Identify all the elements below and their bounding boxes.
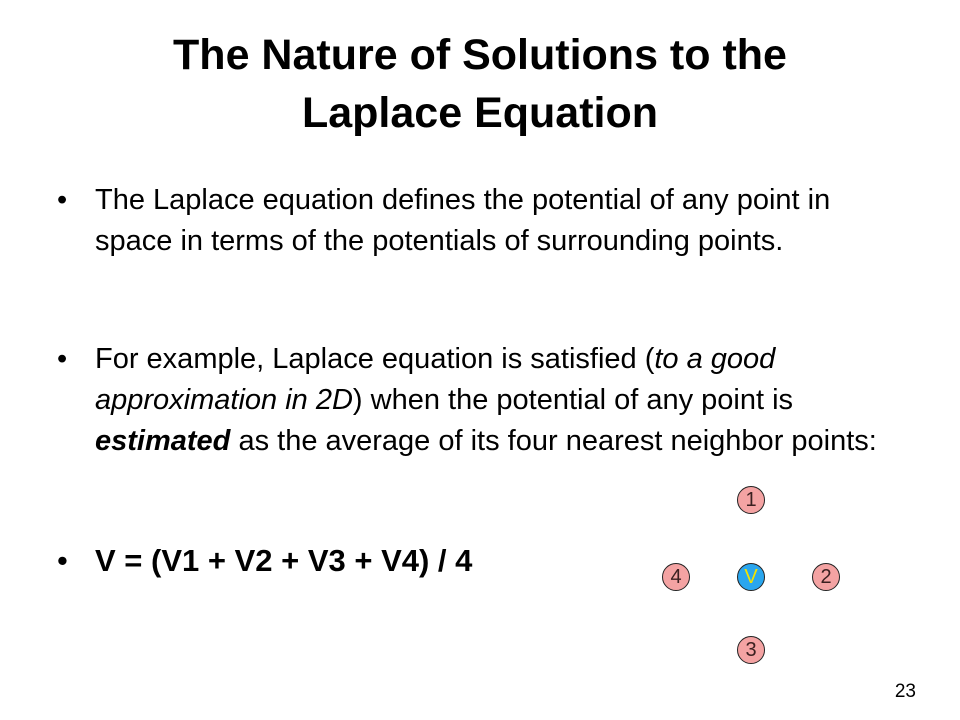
stencil-node-top: 1 <box>737 486 765 514</box>
stencil-node-center: V <box>737 563 765 591</box>
title-line-1: The Nature of Solutions to the <box>173 31 787 79</box>
bullet-text-part: ) when the potential of any point is <box>352 384 794 416</box>
bullet-item-definition <box>57 180 895 262</box>
title-line-2: Laplace Equation <box>301 89 658 137</box>
bullet-text: The Laplace equation defines the potential of any point in space in terms of the potentials of surrounding points. <box>95 184 831 257</box>
stencil-node-bottom: 3 <box>737 636 765 664</box>
italic-note: to a good approximation in 2D <box>95 343 776 416</box>
bullet-item-formula <box>57 540 655 581</box>
bullet-dot: • <box>57 543 68 578</box>
bullet-text-part: For example, Laplace equation is satisfied ( <box>95 343 655 375</box>
page-number: 23 <box>894 681 916 702</box>
bullet-item-example <box>57 339 910 462</box>
stencil-node-right: 2 <box>812 563 840 591</box>
bullet-dot: • <box>57 343 68 375</box>
stencil-node-left: 4 <box>662 563 690 591</box>
emphasis-estimated: estimated <box>95 425 231 457</box>
bullet-dot: • <box>57 184 68 216</box>
formula-text: V = (V1 + V2 + V3 + V4) / 4 <box>95 543 473 578</box>
bullet-text-part: as the average of its four nearest neighbor points: <box>230 425 877 457</box>
